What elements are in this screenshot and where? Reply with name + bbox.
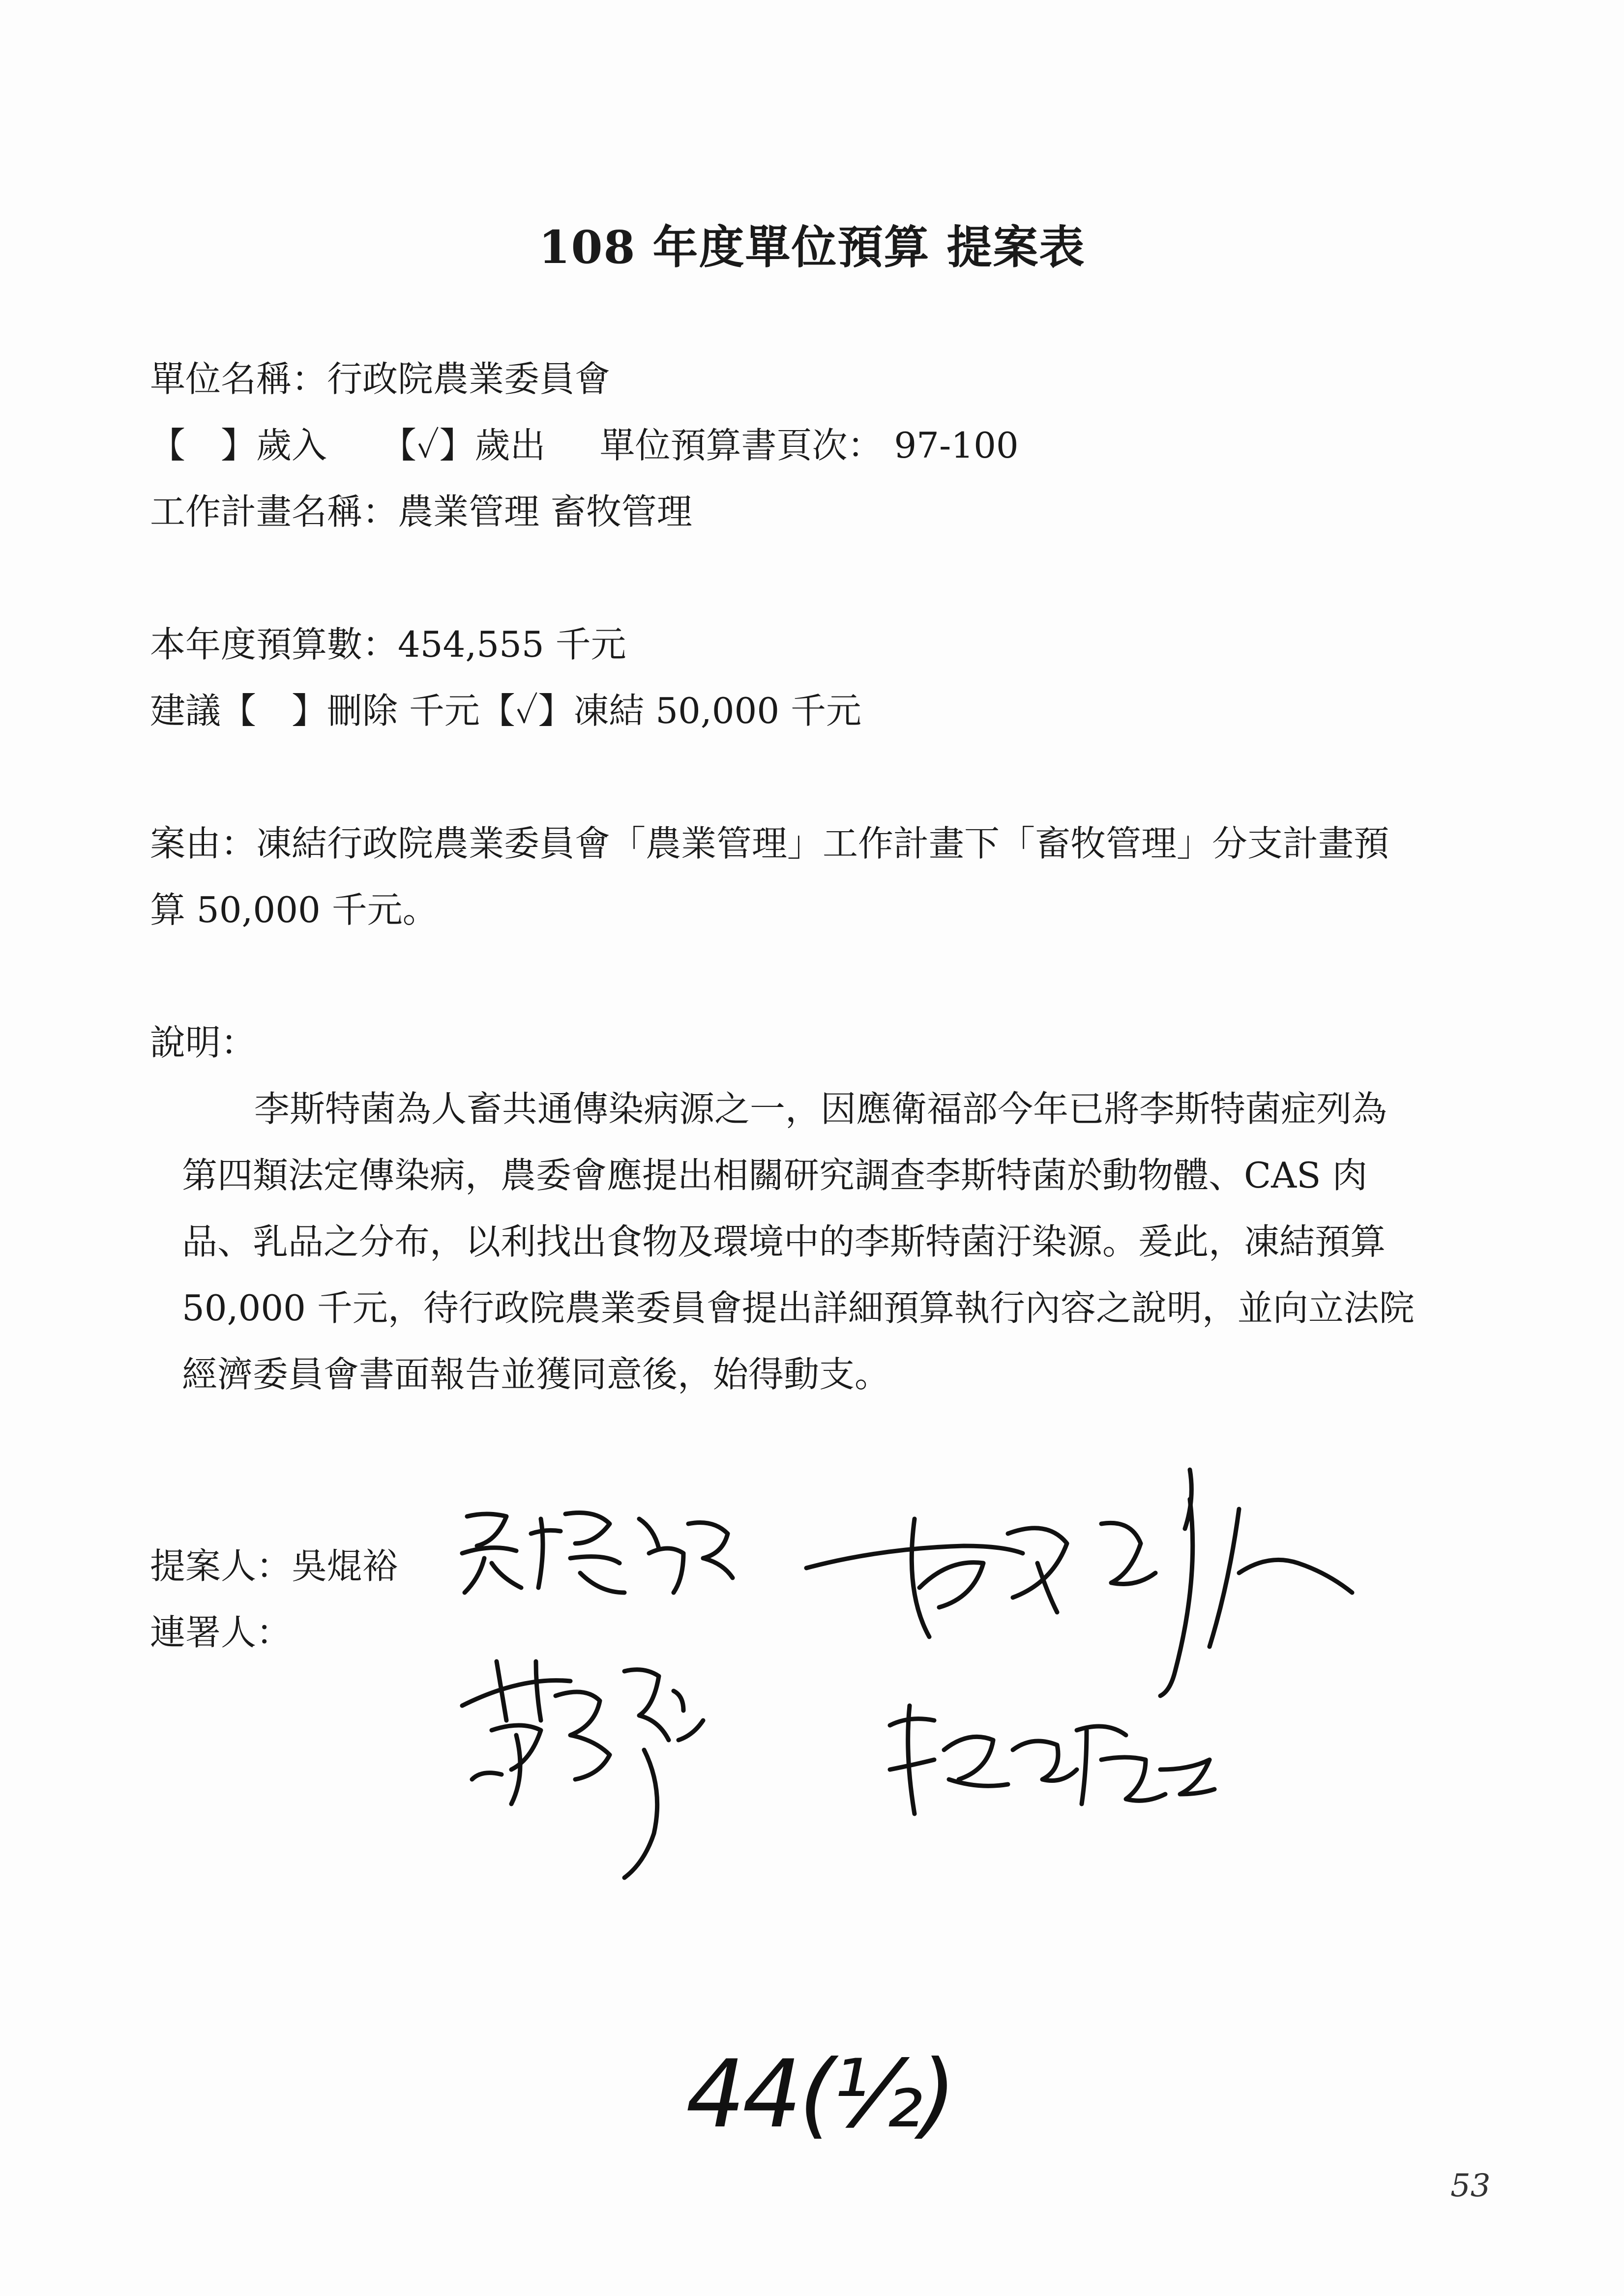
- explain-line-4: 50,000 千元，待行政院農業委員會提出詳細預算執行內容之說明，並向立法院: [182, 1287, 1415, 1329]
- page-number: 53: [1450, 2168, 1491, 2204]
- expense-checkbox: 【✓】歲出: [381, 425, 546, 466]
- signature-proposer: [462, 1513, 733, 1593]
- project-name: 工作計畫名稱：農業管理 畜牧管理: [150, 491, 692, 532]
- explain-line-5: 經濟委員會書面報告並獲同意後，始得動支。: [182, 1354, 890, 1395]
- signature-cosigner-2: [462, 1661, 703, 1878]
- budget-amount: 本年度預算數：454,555 千元: [150, 624, 626, 665]
- handwritten-number: 44(½): [686, 2040, 954, 2149]
- proposer-line: 提案人：吳焜裕: [150, 1545, 398, 1587]
- cosigner-label: 連署人：: [150, 1612, 292, 1653]
- explain-line-3: 品、乳品之分布，以利找出食物及環境中的李斯特菌汙染源。爰此，凍結預算: [182, 1221, 1386, 1262]
- budget-type-row: [150, 425, 1019, 466]
- signature-cosigner-1: [806, 1470, 1352, 1696]
- document-title: 108 年度單位預算 提案表: [538, 221, 1086, 274]
- unit-name: 單位名稱：行政院農業委員會: [150, 358, 611, 400]
- suggestion-line: 建議【 】刪除 千元【✓】凍結 50,000 千元: [150, 690, 862, 731]
- budget-page-ref: 單位預算書頁次： 97-100: [599, 425, 1019, 466]
- explain-line-2: 第四類法定傳染病，農委會應提出相關研究調查李斯特菌於動物體、CAS 肉: [182, 1155, 1368, 1196]
- revenue-checkbox: 【 】歲入: [150, 425, 327, 466]
- explain-label: 說明：: [150, 1022, 257, 1063]
- signature-cosigner-3: [890, 1706, 1214, 1814]
- case-line-1: 案由：凍結行政院農業委員會「農業管理」工作計畫下「畜牧管理」分支計畫預: [150, 823, 1389, 864]
- case-line-2: 算 50,000 千元。: [150, 889, 438, 930]
- explain-line-1: 李斯特菌為人畜共通傳染病源之一，因應衛福部今年已將李斯特菌症列為: [254, 1088, 1388, 1130]
